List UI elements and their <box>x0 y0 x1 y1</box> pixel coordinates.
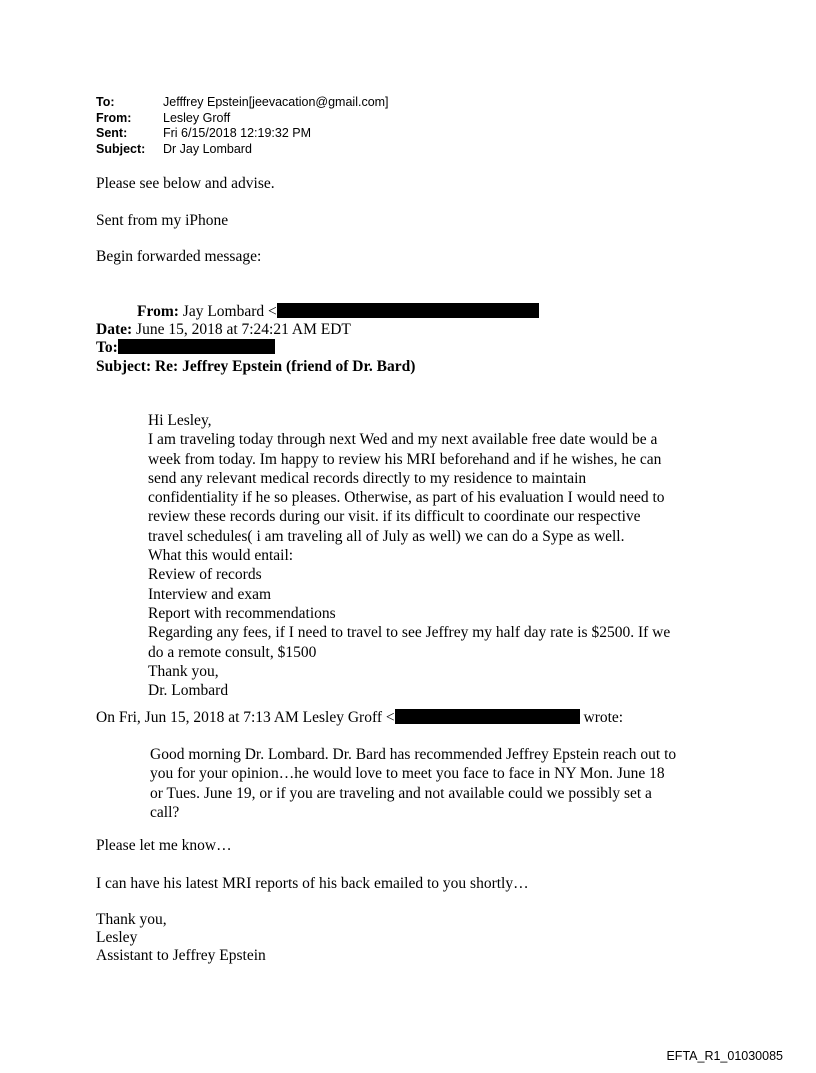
forwarded-to-line <box>96 339 736 357</box>
forwarded-date-value: June 15, 2018 at 7:24:21 AM EDT <box>132 321 351 339</box>
mri-reports-line: I can have his latest MRI reports of his back emailed to you shortly… <box>96 875 529 892</box>
forwarded-body-line: Report with recommendations <box>148 604 336 622</box>
quoted-message: Good morning Dr. Lombard. Dr. Bard has recommended Jeffrey Epstein reach out to you for your opinion…he would love to meet you face to face in NY Mon. June 18 or Tues. June 19, or if you are traveling and not available could we possibly set a call? <box>150 746 677 821</box>
forward-notice-line: Begin forwarded message: <box>96 248 262 265</box>
from-label: From: <box>96 110 132 125</box>
header-row-from <box>96 111 389 127</box>
forwarded-body-line: What this would entail: <box>148 547 294 565</box>
forwarded-subject-line: Subject: Re: Jeffrey Epstein (friend of Dr. Bard) <box>96 357 416 375</box>
to-label: To: <box>96 95 115 109</box>
forwarded-body-line: Review of records <box>148 566 262 584</box>
forwarded-body-line: Hi Lesley, <box>148 412 212 429</box>
reply-attribution-suffix: wrote: <box>579 709 624 726</box>
redaction-bar-from-email <box>277 303 539 318</box>
redaction-bar-groff-email <box>395 709 580 724</box>
closing-signature <box>96 911 266 966</box>
forwarded-message-header <box>96 303 736 376</box>
sent-value: Fri 6/15/2018 12:19:32 PM <box>163 126 312 140</box>
subject-label: Subject: <box>96 141 146 156</box>
forwarded-body-fees-line: Regarding any fees, if I need to travel to see Jeffrey my half day rate is $2500. If we do a remote consult, $1500 <box>148 624 671 661</box>
forwarded-from-line <box>96 303 736 321</box>
forwarded-to-label: To: <box>96 339 118 357</box>
from-value: Lesley Groff <box>163 110 231 125</box>
bates-number: EFTA_R1_01030085 <box>666 1049 783 1063</box>
closing-name: Lesley <box>96 929 138 947</box>
forwarded-message-body <box>148 411 675 700</box>
forwarded-from-value: Jay Lombard < <box>178 303 277 320</box>
sent-from-iphone-line: Sent from my iPhone <box>96 212 229 229</box>
redaction-bar-to-email <box>118 339 275 354</box>
reply-attribution-prefix: On Fri, Jun 15, 2018 at 7:13 AM Lesley Groff < <box>96 709 395 726</box>
closing-title: Assistant to Jeffrey Epstein <box>96 947 266 965</box>
forwarded-date-label: Date: <box>96 321 133 339</box>
forwarded-date-line <box>96 321 736 339</box>
header-row-sent <box>96 126 389 142</box>
sent-label: Sent: <box>96 126 128 140</box>
header-row-to <box>96 95 389 111</box>
reply-attribution-line <box>96 708 623 727</box>
intro-line: Please see below and advise. <box>96 175 275 192</box>
please-let-me-know-line: Please let me know… <box>96 837 232 854</box>
forwarded-body-line: Thank you, <box>148 662 219 680</box>
forwarded-body-line: Interview and exam <box>148 585 272 603</box>
header-row-subject <box>96 142 389 158</box>
to-value: Jefffrey Epstein[jeevacation@gmail.com] <box>163 95 389 109</box>
forwarded-from-label: From: <box>137 303 179 320</box>
email-header <box>96 95 389 157</box>
subject-value: Dr Jay Lombard <box>163 141 252 156</box>
forwarded-body-signature: Dr. Lombard <box>148 682 229 700</box>
forwarded-body-paragraph: I am traveling today through next Wed and my next available free date would be a week from today. Im happy to review his MRI beforehand and if he wishes, he can send any relevant medical records directly to my residence to maintain confidentiality if he so pleases. Otherwise, as part of his evaluation I would need to review these records during our visit. if its difficult to coordinate our respective travel schedules( i am traveling all of July as well) we can do a Sype as well. <box>148 431 665 545</box>
closing-thanks: Thank you, <box>96 911 167 928</box>
